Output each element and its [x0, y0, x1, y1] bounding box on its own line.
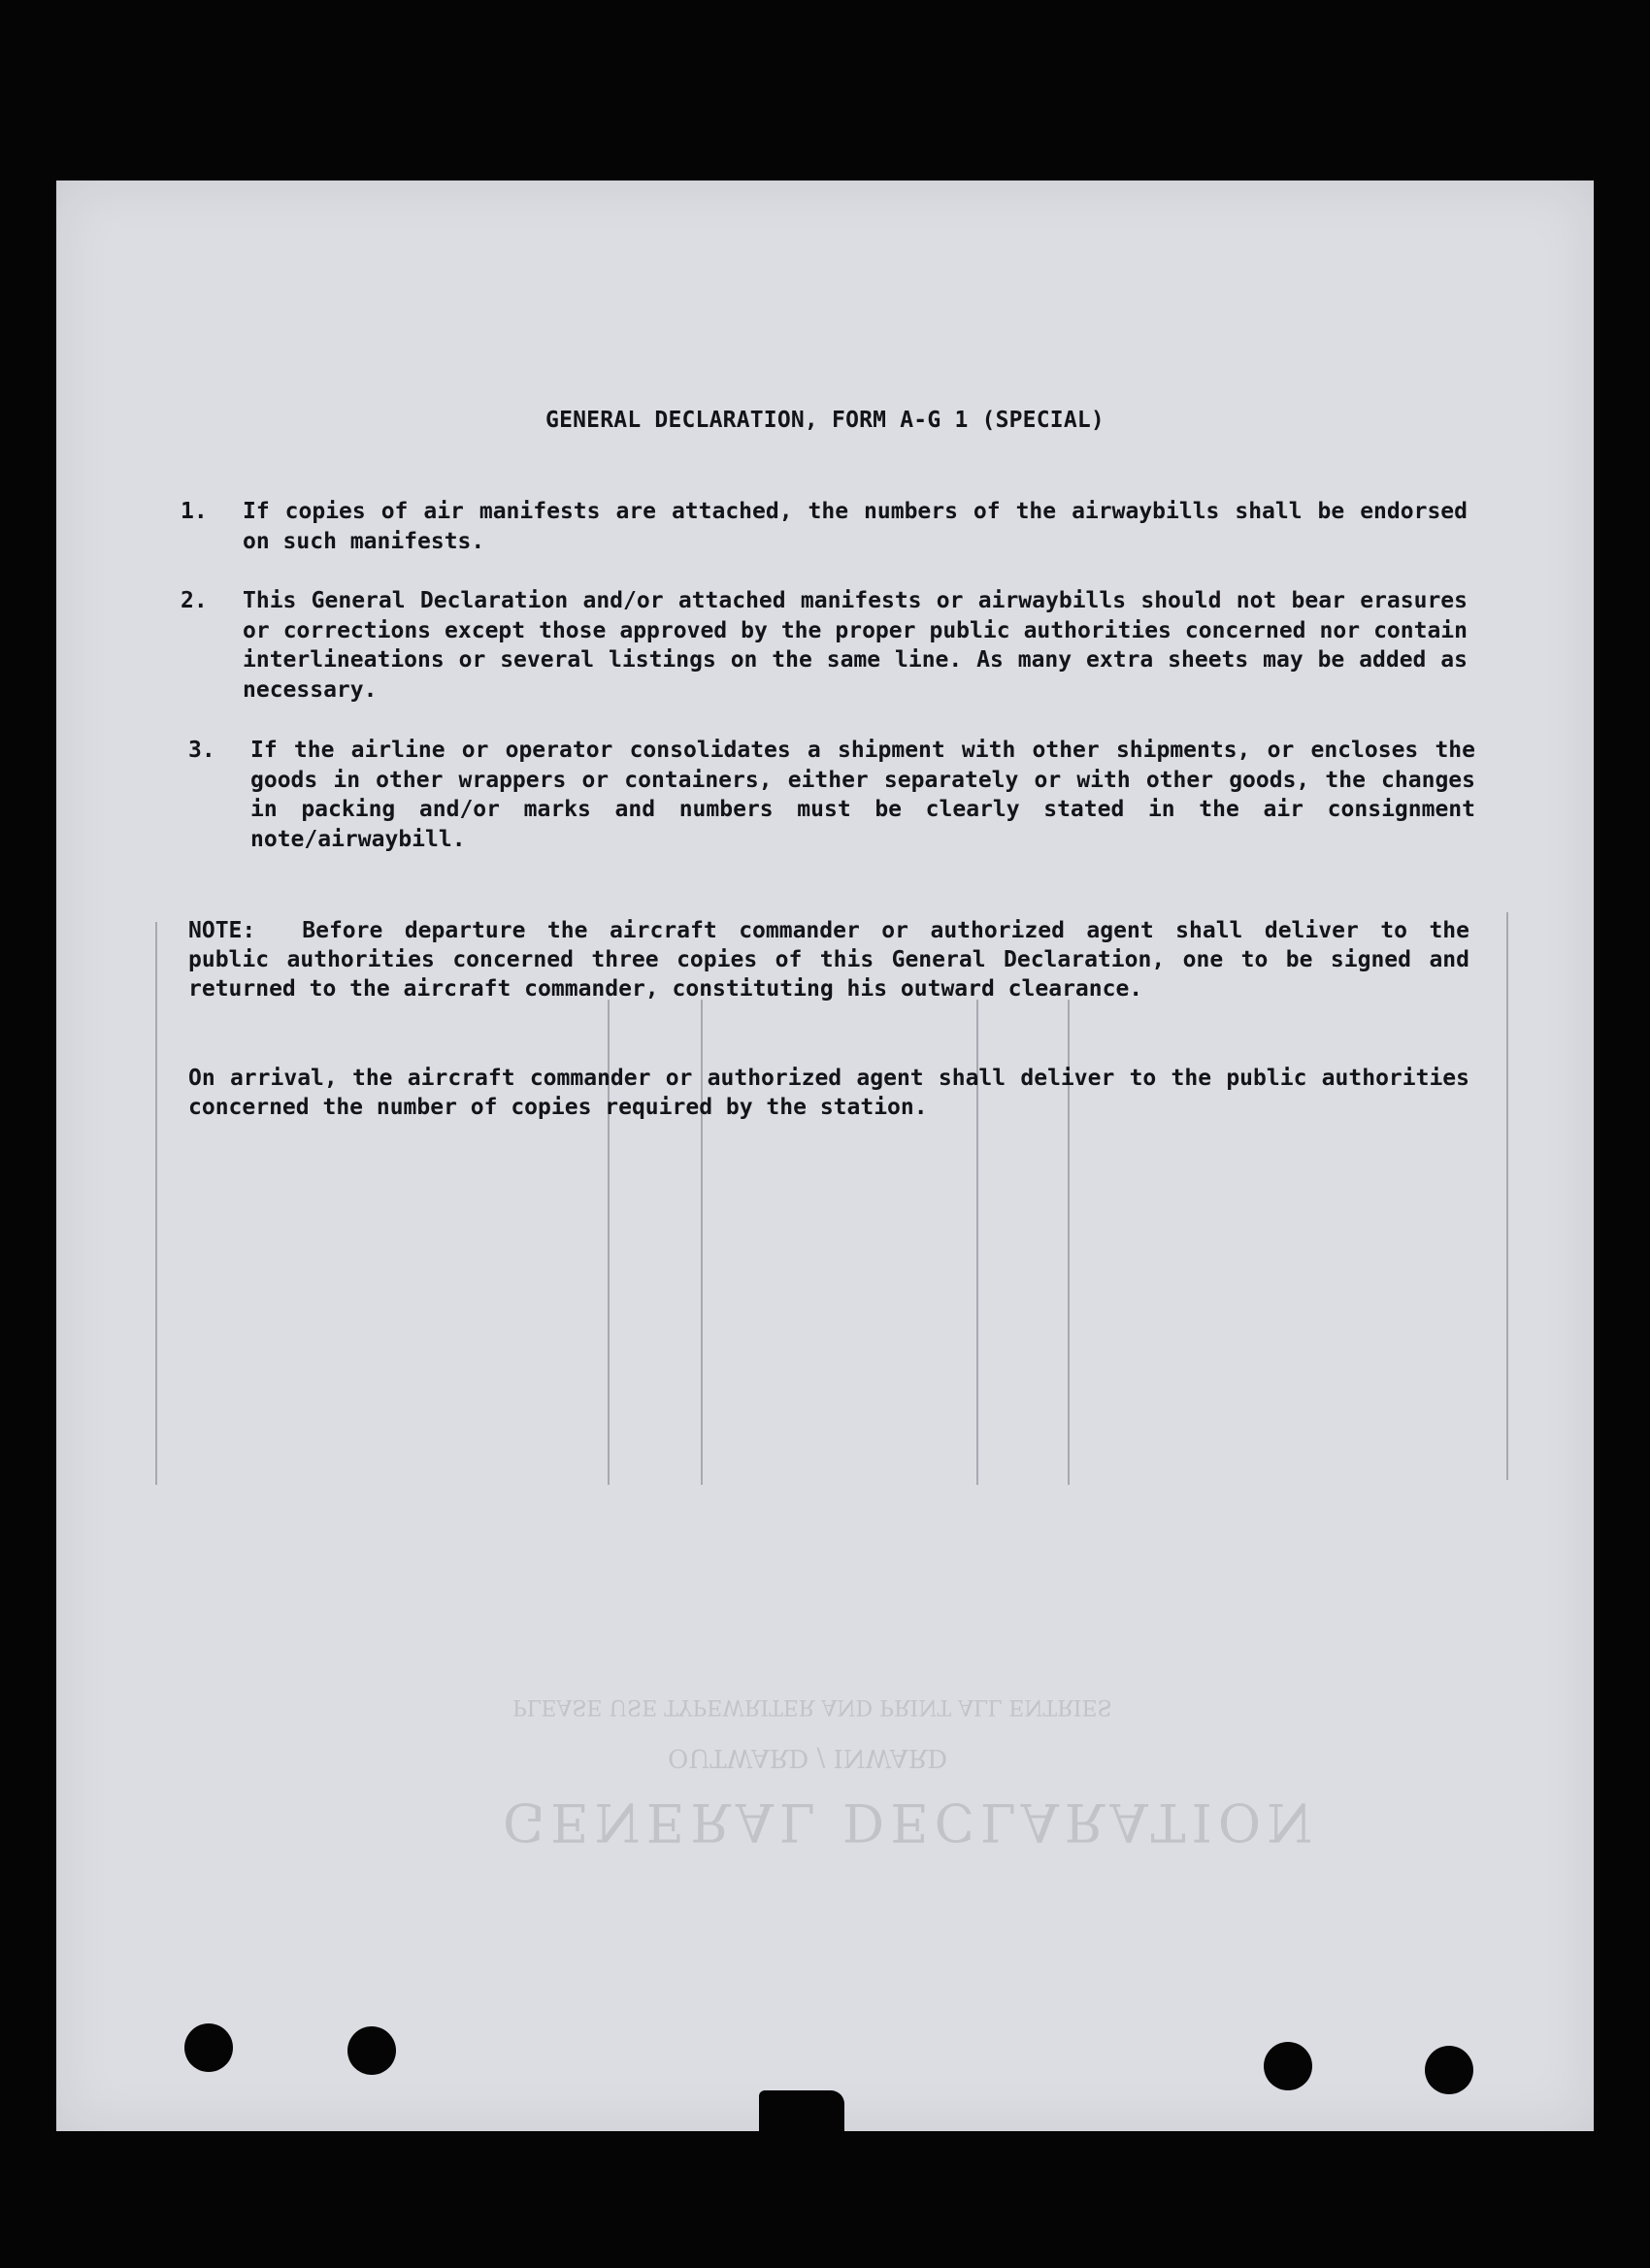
bleed-through-line: PLEASE USE TYPEWRITER AND PRINT ALL ENTRIES	[512, 1694, 1112, 1719]
item-text: If copies of air manifests are attached, the numbers of the airwaybills shall be endorsed on such manifests.	[243, 499, 1468, 554]
item-text: This General Declaration and/or attached manifests or airwaybills should not bear erasures or corrections except those approved by the proper public authorities concerned nor contain interlineations or several listings on the same line. As many extra sheets may be added as necessary.	[243, 588, 1468, 703]
punch-hole	[1264, 2042, 1312, 2090]
punch-hole	[347, 2026, 396, 2075]
bleed-through-subheader: OUTWARD / INWARD	[668, 1743, 948, 1772]
page-title: GENERAL DECLARATION, FORM A-G 1 (SPECIAL)	[545, 408, 1105, 433]
bleed-through-rule	[1506, 912, 1508, 1480]
item-number: 1.	[181, 499, 208, 524]
bleed-through-rule	[155, 922, 157, 1485]
torn-tab	[759, 2090, 844, 2133]
punch-hole	[184, 2023, 233, 2072]
item-number: 2.	[181, 588, 208, 613]
note-label: NOTE:	[188, 918, 256, 943]
punch-hole	[1425, 2046, 1473, 2094]
document-page	[56, 181, 1594, 2131]
note-paragraph	[188, 916, 1469, 1003]
item-text: If the airline or operator consolidates a shipment with other shipments, or encloses the goods in other wrappers or containers, either separately or with other goods, the changes in packing and/or marks and numbers must be clearly stated in the air consignment note/airwaybill.	[250, 738, 1475, 852]
arrival-paragraph: On arrival, the aircraft commander or authorized agent shall deliver to the public authorities concerned the number of copies required by the station.	[188, 1066, 1469, 1120]
note-text: Before departure the aircraft commander or authorized agent shall deliver to the public authorities concerned three copies of this General Declaration, one to be signed and returned to the aircraft commander, constituting his outward clearance.	[188, 918, 1469, 1002]
bleed-through-header: GENERAL DECLARATION	[503, 1791, 1319, 1853]
item-number: 3.	[188, 738, 215, 763]
